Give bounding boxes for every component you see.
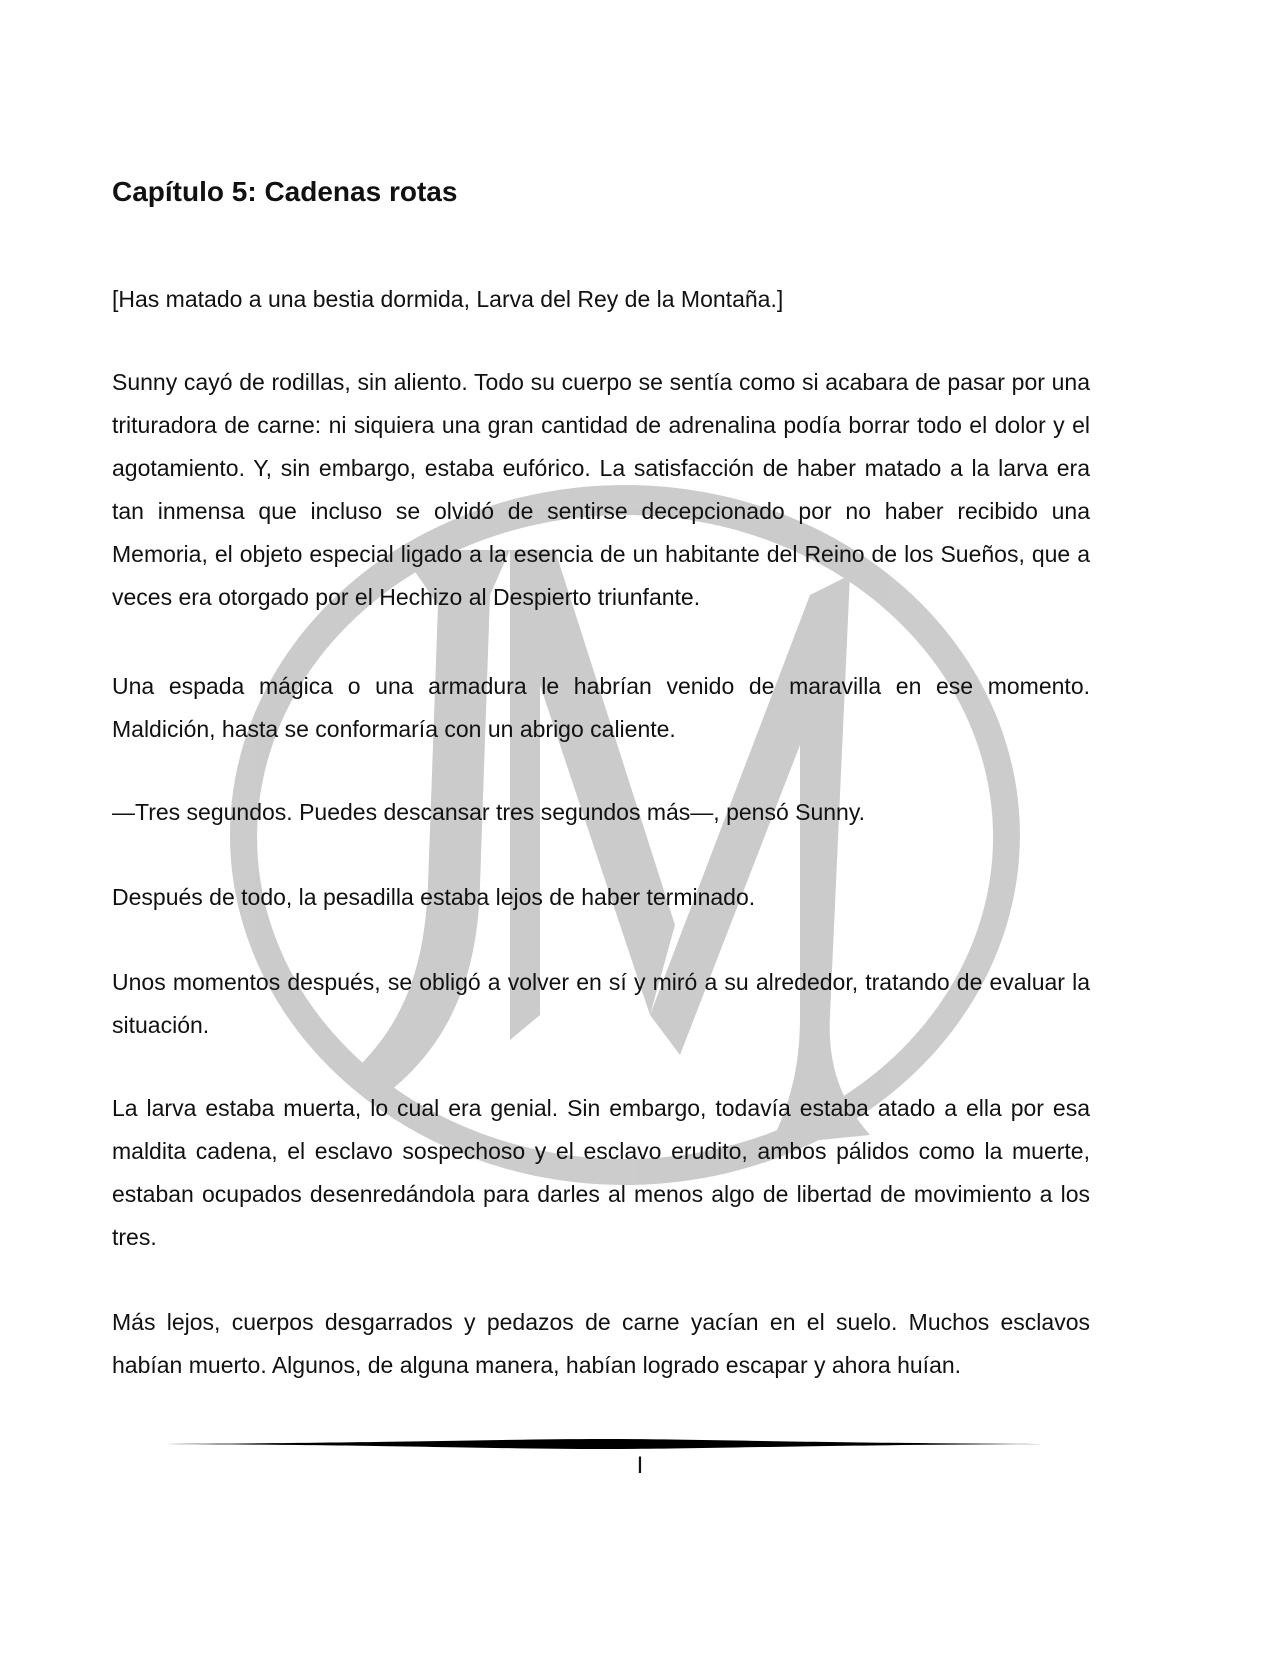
paragraph: Sunny cayó de rodillas, sin aliento. Todo su cuerpo se sentía como si acabara de pasar por una trituradora de carne: ni siquiera una gran cantidad de adrenalina podía borrar todo el dolor y el agotamiento. Y, sin embargo, estaba eufórico. La satisfacción de haber matado a la larva era tan inmensa que incluso se olvidó de sentirse decepcionado por no haber recibido una Memoria, el objeto especial ligado a la esencia de un habitante del Reino de los Sueños, que a veces era otorgado por el Hechizo al Despierto triunfante.	[112, 369, 1090, 610]
page-number: I	[636, 1452, 644, 1479]
paragraph: Una espada mágica o una armadura le habrían venido de maravilla en ese momento. Maldición, hasta se conformaría con un abrigo caliente.	[112, 673, 1090, 742]
paragraph: Después de todo, la pesadilla estaba lejos de haber terminado.	[112, 884, 756, 910]
paragraph: Más lejos, cuerpos desgarrados y pedazos de carne yacían en el suelo. Muchos esclavos habían muerto. Algunos, de alguna manera, habían logrado escapar y ahora huían.	[112, 1309, 1090, 1378]
paragraph: —Tres segundos. Puedes descansar tres segundos más—, pensó Sunny.	[112, 799, 866, 825]
paragraph: [Has matado a una bestia dormida, Larva del Rey de la Montaña.]	[112, 286, 784, 312]
paragraph: Unos momentos después, se obligó a volver en sí y miró a su alrededor, tratando de evaluar la situación.	[112, 969, 1090, 1038]
chapter-title: Capítulo 5: Cadenas rotas	[112, 176, 458, 207]
watermark-letter-m-right	[650, 575, 870, 1145]
paragraph: La larva estaba muerta, lo cual era genial. Sin embargo, todavía estaba atado a ella por esa maldita cadena, el esclavo sospechoso y el esclavo erudito, ambos pálidos como la muerte, estaban ocupados desenredándola para darles al menos algo de libertad de movimiento a los tres.	[112, 1095, 1090, 1250]
footer-divider	[152, 1436, 1052, 1452]
